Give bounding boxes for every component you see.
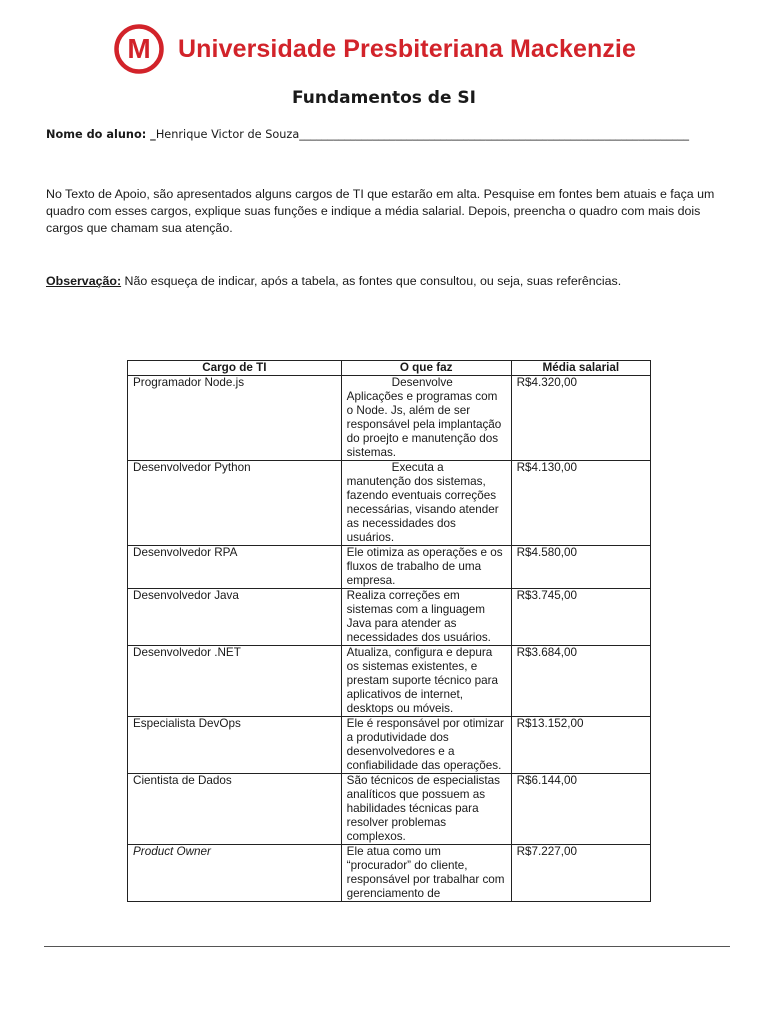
observation-text: Não esqueça de indicar, após a tabela, as fontes que consultou, ou seja, suas referências. xyxy=(121,274,622,288)
cell-salario: R$4.130,00 xyxy=(511,461,650,546)
cell-o-que-faz-rest: Aplicações e programas com o Node. Js, além de ser responsável pela implantação do proejto e manutenção dos sistemas. xyxy=(346,390,502,459)
student-name-line xyxy=(46,128,689,141)
header-o-que-faz: O que faz xyxy=(341,361,511,376)
table-header-row xyxy=(128,361,651,376)
table-row xyxy=(128,376,651,461)
table-row xyxy=(128,546,651,589)
cell-cargo: Desenvolvedor Java xyxy=(128,589,342,646)
cell-cargo: Programador Node.js xyxy=(128,376,342,461)
page-title: Fundamentos de SI xyxy=(292,88,476,108)
svg-text:M: M xyxy=(127,33,151,64)
cell-o-que-faz: Ele atua como um “procurador” do cliente, responsável por trabalhar com gerenciamento de xyxy=(341,845,511,902)
university-name: Universidade Presbiteriana Mackenzie xyxy=(178,34,636,63)
cell-o-que-faz: Ele é responsável por otimizar a produtividade dos desenvolvedores e a confiabilidade das operações. xyxy=(341,717,511,774)
cell-salario: R$3.684,00 xyxy=(511,646,650,717)
table-row xyxy=(128,845,651,902)
cell-salario: R$6.144,00 xyxy=(511,774,650,845)
table-row xyxy=(128,717,651,774)
cell-cargo: Desenvolvedor RPA xyxy=(128,546,342,589)
page-header xyxy=(114,24,636,74)
cell-o-que-faz: São técnicos de especialistas analíticos que possuem as habilidades técnicas para resolver problemas complexos. xyxy=(341,774,511,845)
table-row xyxy=(128,646,651,717)
cell-o-que-faz-rest: manutenção dos sistemas, fazendo eventuais correções necessárias, visando atender as necessidades dos usuários. xyxy=(346,475,499,544)
cell-o-que-faz: Atualiza, configura e depura os sistemas existentes, e prestam suporte técnico para aplicativos de internet, desktops ou móveis. xyxy=(341,646,511,717)
table-row xyxy=(128,774,651,845)
table-row xyxy=(128,589,651,646)
cell-o-que-faz-first: Desenvolve xyxy=(391,376,453,389)
intro-paragraph: No Texto de Apoio, são apresentados alguns cargos de TI que estarão em alta. Pesquise em fontes bem atuais e faça um quadro com esses cargos, explique suas funções e indique a média salarial. Depois, preencha o quadro com mais dois cargos que chamam sua atenção. xyxy=(46,187,715,235)
cell-o-que-faz xyxy=(341,376,511,461)
observation-label: Observação: xyxy=(46,274,122,288)
cell-salario: R$13.152,00 xyxy=(511,717,650,774)
cell-o-que-faz: Realiza correções em sistemas com a linguagem Java para atender as necessidades dos usuários. xyxy=(341,589,511,646)
header-media-salarial: Média salarial xyxy=(511,361,650,376)
page-bottom-divider xyxy=(44,946,730,947)
cell-cargo: Product Owner xyxy=(128,845,342,902)
table-row xyxy=(128,461,651,546)
observation-paragraph xyxy=(46,273,736,290)
mackenzie-logo-icon xyxy=(114,24,172,74)
header-cargo: Cargo de TI xyxy=(128,361,342,376)
cell-cargo: Cientista de Dados xyxy=(128,774,342,845)
cell-salario: R$4.320,00 xyxy=(511,376,650,461)
cell-salario: R$4.580,00 xyxy=(511,546,650,589)
cell-cargo: Especialista DevOps xyxy=(128,717,342,774)
cell-salario: R$3.745,00 xyxy=(511,589,650,646)
cell-cargo: Desenvolvedor .NET xyxy=(128,646,342,717)
cell-o-que-faz: Ele otimiza as operações e os fluxos de trabalho de uma empresa. xyxy=(341,546,511,589)
cell-cargo: Desenvolvedor Python xyxy=(128,461,342,546)
student-label: Nome do aluno: _ xyxy=(46,128,156,141)
cell-o-que-faz-first: Executa a xyxy=(391,461,444,474)
student-underline: _____________________________________________________________________ xyxy=(299,128,690,141)
cell-salario: R$7.227,00 xyxy=(511,845,650,902)
cell-o-que-faz xyxy=(341,461,511,546)
it-roles-table xyxy=(127,360,651,902)
student-name: Henrique Victor de Souza xyxy=(155,128,300,141)
